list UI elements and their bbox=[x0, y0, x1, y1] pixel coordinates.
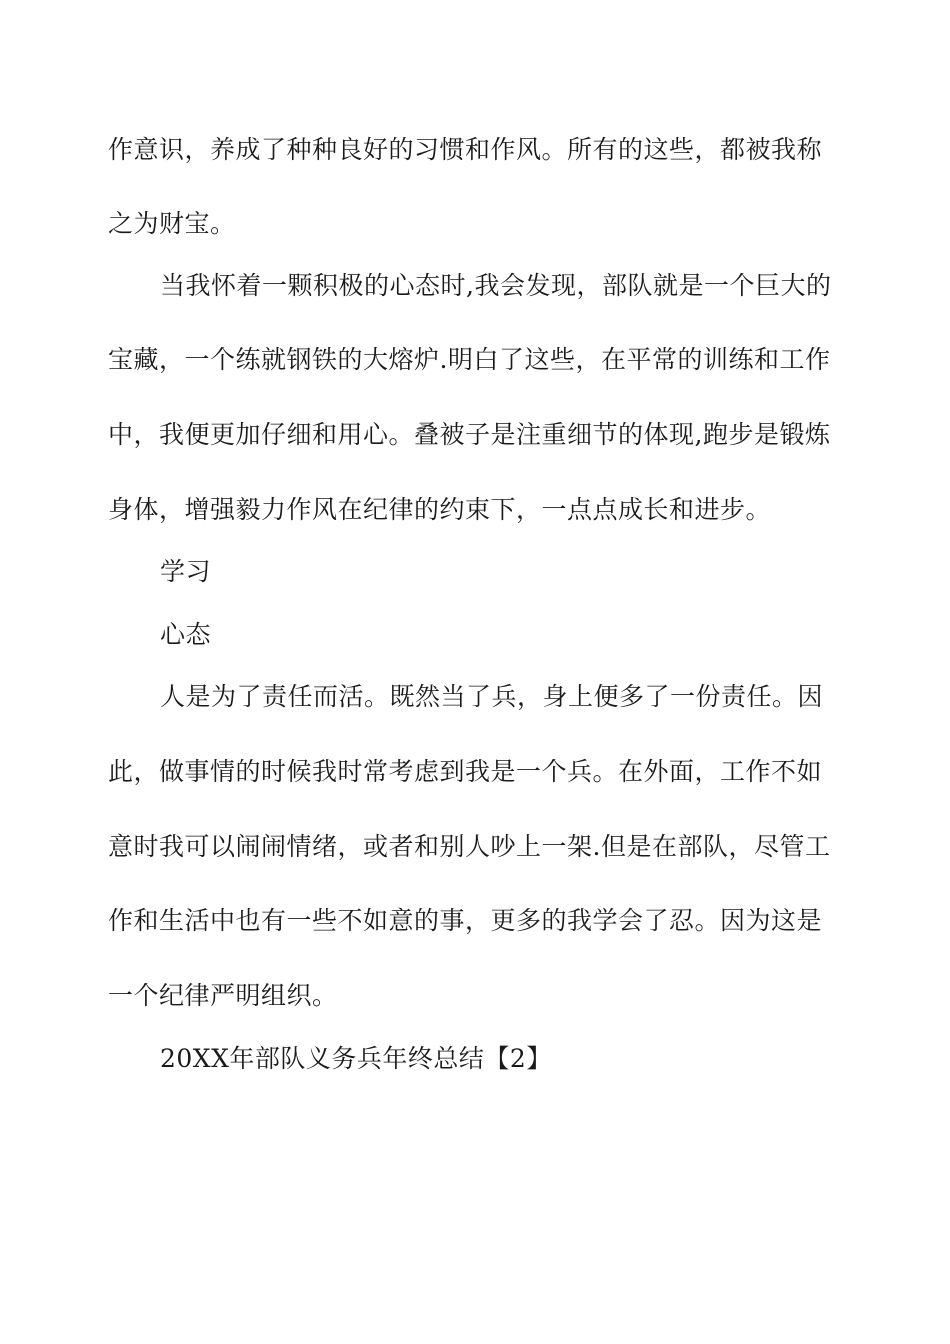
paragraph-line: 之为财宝。 bbox=[108, 209, 236, 238]
section-heading: 心态 bbox=[160, 620, 212, 649]
paragraph-line: 意时我可以闹闹情绪，或者和别人吵上一架.但是在部队，尽管工 bbox=[108, 832, 831, 861]
section-heading: 学习 bbox=[160, 557, 212, 586]
paragraph-line: 中，我便更加仔细和用心。叠被子是注重细节的体现,跑步是锻炼 bbox=[108, 420, 831, 449]
section-title: 20XX年部队义务兵年终总结【2】 bbox=[160, 1044, 552, 1073]
paragraph-line: 身体，增强毅力作风在纪律的约束下，一点点成长和进步。 bbox=[108, 495, 772, 524]
paragraph-line: 作意识，养成了种种良好的习惯和作风。所有的这些，都被我称 bbox=[108, 135, 823, 164]
paragraph-line: 当我怀着一颗积极的心态时,我会发现，部队就是一个巨大的 bbox=[160, 271, 832, 300]
paragraph-line: 人是为了责任而活。既然当了兵，身上便多了一份责任。因 bbox=[160, 682, 824, 711]
paragraph-line: 此，做事情的时候我时常考虑到我是一个兵。在外面，工作不如 bbox=[108, 757, 823, 786]
paragraph-line: 作和生活中也有一些不如意的事，更多的我学会了忍。因为这是 bbox=[108, 906, 823, 935]
paragraph-line: 宝藏，一个练就钢铁的大熔炉.明白了这些，在平常的训练和工作 bbox=[108, 345, 831, 374]
paragraph-line: 一个纪律严明组织。 bbox=[108, 981, 338, 1010]
